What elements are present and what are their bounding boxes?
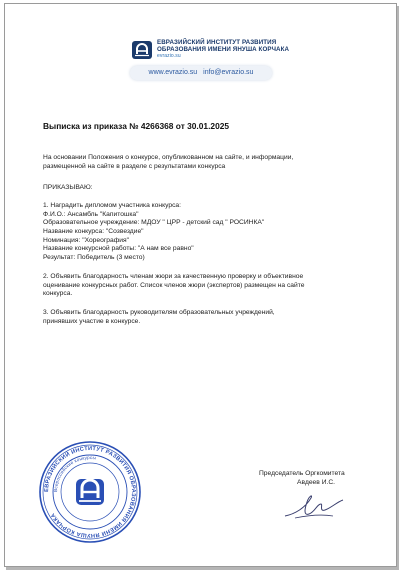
institute-logo-icon xyxy=(131,40,153,60)
website-link[interactable]: www.evrazio.su xyxy=(148,69,198,76)
org-name-line1: ЕВРАЗИЙСКИЙ ИНСТИТУТ РАЗВИТИЯ xyxy=(157,39,277,46)
item3-line2: принявших участие в конкурсе. xyxy=(43,318,141,325)
letterhead xyxy=(5,34,398,64)
item2-line1: 2. Объявить благодарность членам жюри за качественную проверку и объективное xyxy=(43,273,304,280)
contacts-bar xyxy=(130,66,272,80)
item2-line2: оценивание конкурсных работ. Список членов жюри (экспертов) размещен на сайте xyxy=(43,282,305,289)
participant-institution: Образовательное учреждение: МДОУ " ЦРР - детский сад " РОСИНКА" xyxy=(43,219,265,226)
org-site: evrazio.su xyxy=(157,53,181,59)
result: Результат: Победитель (3 место) xyxy=(43,254,145,261)
signer-position: Председатель Оргкомитета xyxy=(259,470,345,477)
document-title: Выписка из приказа № 4266368 от 30.01.2025 xyxy=(43,121,230,131)
signer-name: Авдеев И.С. xyxy=(297,479,336,486)
nomination: Номинация: "Хореография" xyxy=(43,237,129,244)
contest-name: Название конкурса: "Созвездие" xyxy=(43,228,144,235)
document-page xyxy=(4,3,397,567)
participant-fio: Ф.И.О.: Ансамбль "Капитошка" xyxy=(43,211,139,218)
seal-outer-text: ЕВРАЗИЙСКИЙ ИНСТИТУТ РАЗВИТИЯ ОБРАЗОВАНИЯ ИМЕНИ ЯНУША КОРЧАКА xyxy=(43,445,137,539)
official-seal-icon xyxy=(38,440,142,544)
item2-line3: конкурса. xyxy=(43,290,73,297)
org-name-line2: ОБРАЗОВАНИЯ ИМЕНИ ЯНУША КОРЧАКА xyxy=(157,46,290,53)
order-word: ПРИКАЗЫВАЮ: xyxy=(43,184,93,191)
organization-name xyxy=(157,39,289,60)
handwritten-signature-icon xyxy=(281,492,351,522)
intro-line1: На основании Положения о конкурсе, опубликованном на сайте, и информации, xyxy=(43,154,294,161)
item3-line1: 3. Объявить благодарность руководителям образовательных учреждений, xyxy=(43,309,275,316)
seal-inner-text: Всероссийские конкурсы xyxy=(52,454,97,493)
intro-line2: размещенной на сайте в разделе с результатами конкурса xyxy=(43,163,226,170)
item1-heading: 1. Наградить дипломом участника конкурса: xyxy=(43,202,181,209)
email-link[interactable]: info@evrazio.su xyxy=(203,69,254,76)
work-name: Название конкурсной работы: "А нам все равно" xyxy=(43,245,194,252)
